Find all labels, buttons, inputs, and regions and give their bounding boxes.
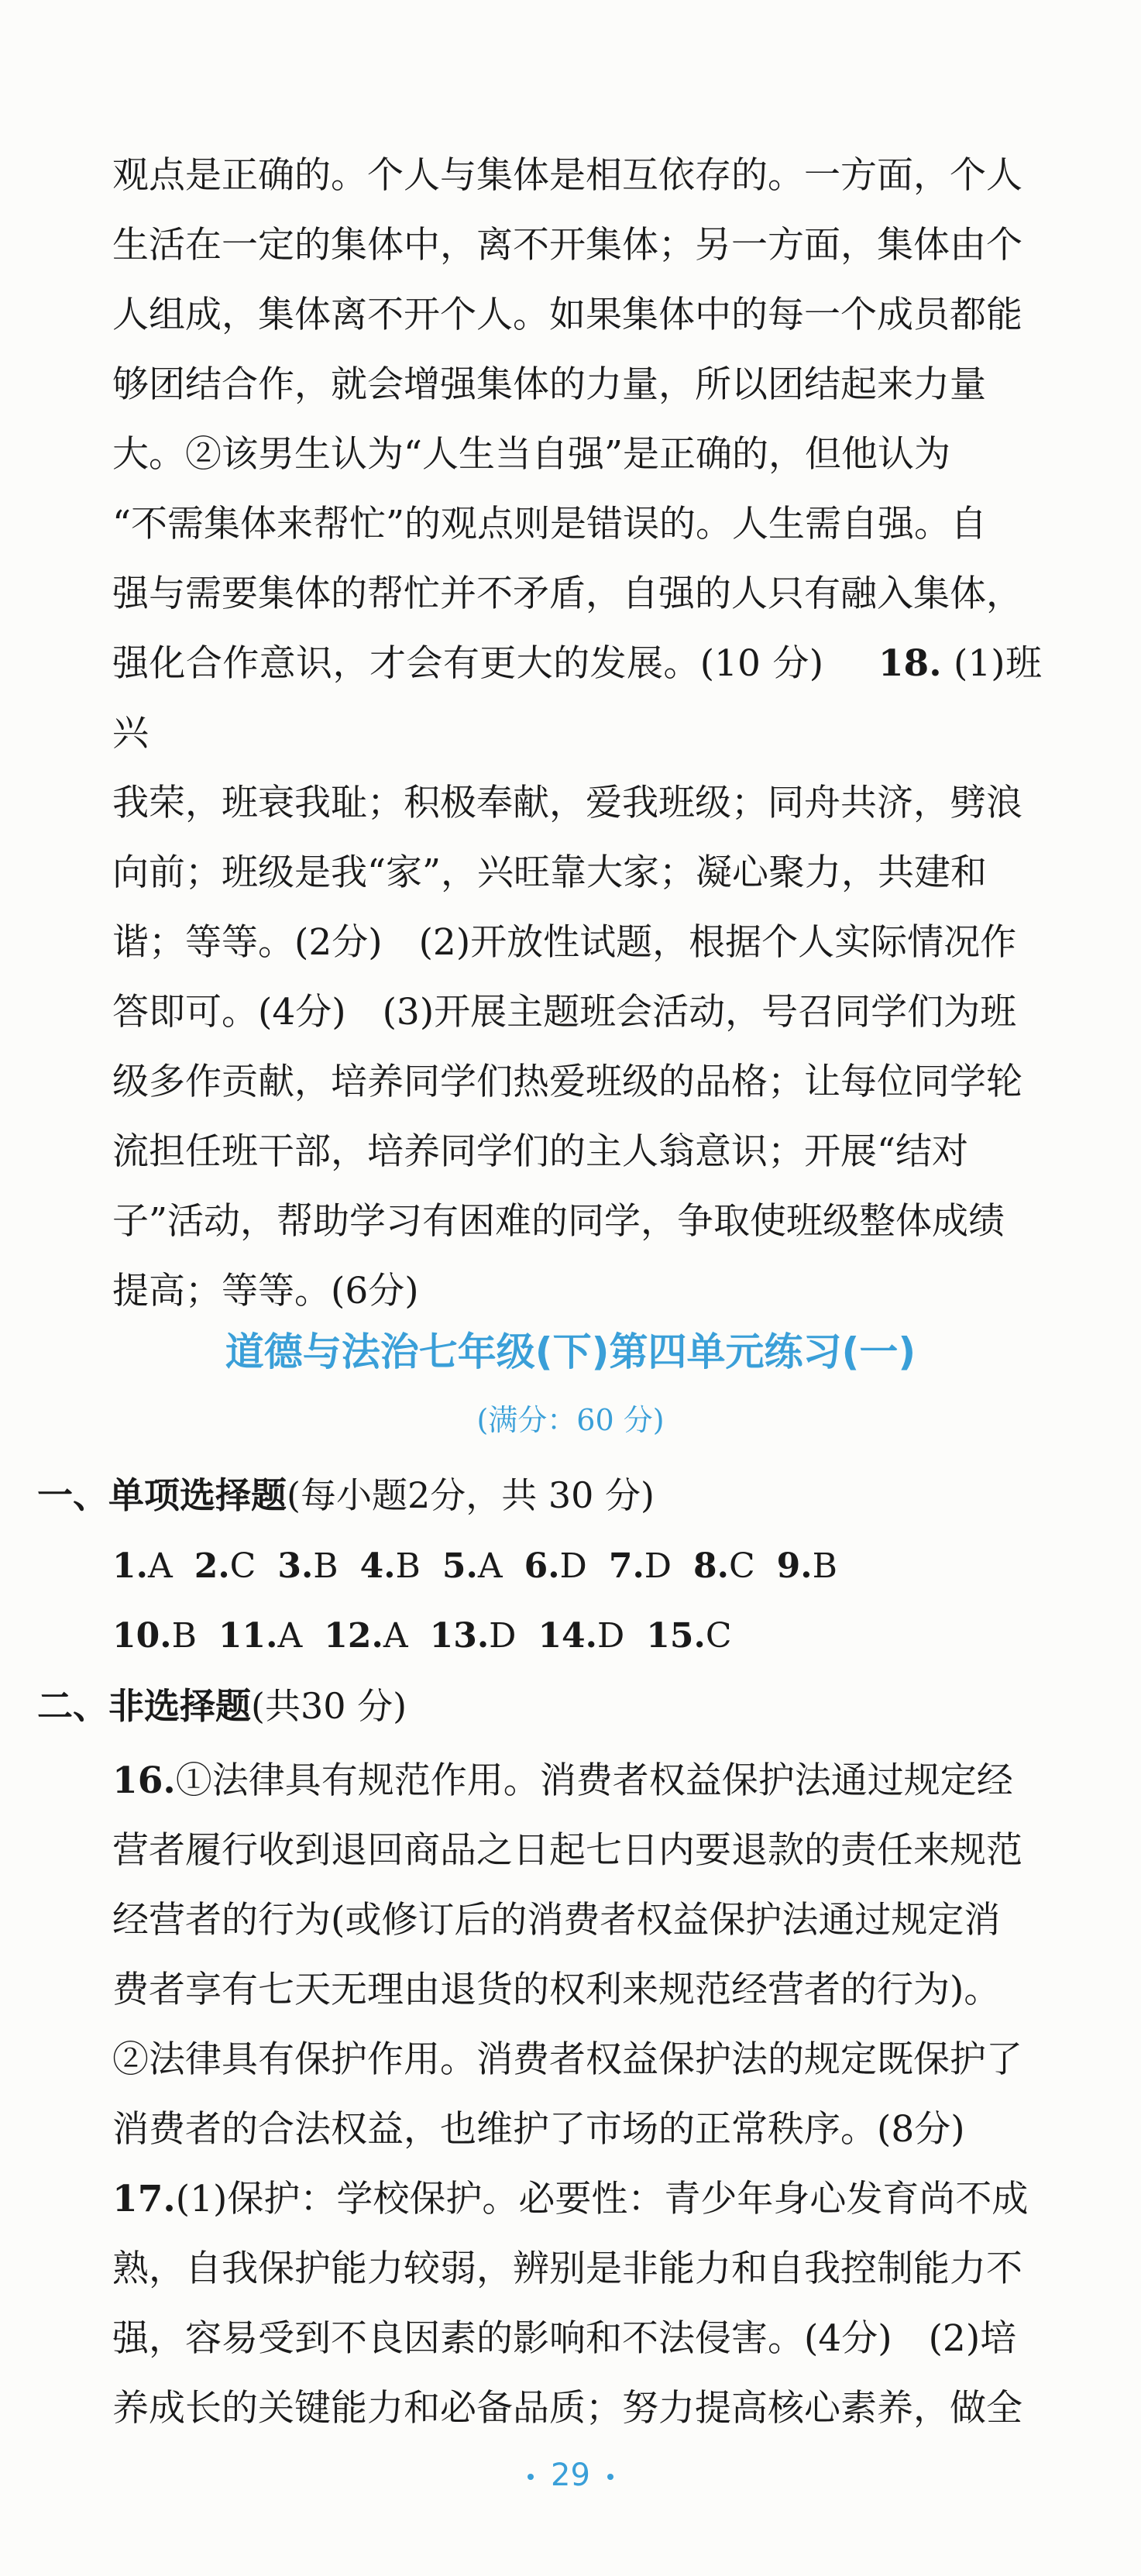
text-line: 养成长的关键能力和必备品质；努力提高核心素养，做全	[112, 2387, 1022, 2430]
answer-item	[194, 1543, 256, 1590]
text-line	[112, 2165, 1042, 2234]
answer-item	[524, 1543, 587, 1590]
answer-row	[112, 1543, 859, 1590]
text-line: 大。②该男生认为“人生当自强”是正确的，但他认为	[112, 433, 951, 476]
answer-number: 10.	[112, 1616, 172, 1656]
answer-number: 1.	[112, 1546, 148, 1586]
answer-letter: B	[395, 1546, 421, 1586]
text-segment: (1)保护：学校保护。必要性：青少年身心发育尚不成	[175, 2178, 1029, 2220]
text-segment: ①法律具有规范作用。消费者权益保护法通过规定经	[175, 1759, 1013, 1802]
answer-item	[430, 1613, 517, 1659]
text-line: “不需集体来帮忙”的观点则是错误的。人生需自强。自	[112, 503, 988, 545]
answer-number: 15.	[646, 1616, 706, 1656]
question-17	[112, 2165, 1042, 2444]
continuation-paragraph	[112, 141, 1042, 1326]
text-line: ②法律具有保护作用。消费者权益保护法的规定既保护了	[112, 2038, 1022, 2081]
answer-item	[218, 1613, 302, 1659]
question-16	[112, 1746, 1042, 2165]
text-line: 向前；班级是我“家”，兴旺靠大家；凝心聚力，共建和	[112, 851, 988, 894]
text-line: 级多作贡献，培养同学们热爱班级的品格；让每位同学轮	[112, 1061, 1022, 1103]
answer-letter: A	[147, 1546, 173, 1586]
question-number: 16.	[112, 1759, 176, 1802]
answer-number: 11.	[218, 1616, 278, 1656]
text-line: 人组成，集体离不开个人。如果集体中的每一个成员都能	[112, 294, 1022, 336]
section-heading-nonchoice	[37, 1683, 407, 1729]
text-line: 营者履行收到退回商品之日起七日内要退款的责任来规范	[112, 1829, 1022, 1872]
answer-number: 12.	[324, 1616, 383, 1656]
answer-letter: D	[489, 1616, 517, 1656]
bullet-dot	[607, 2474, 613, 2480]
answer-item	[112, 1543, 173, 1590]
answer-number: 8.	[693, 1546, 729, 1586]
bullet-dot	[528, 2474, 534, 2480]
answer-item	[277, 1543, 338, 1590]
text-line: 子”活动，帮助学习有困难的同学，争取使班级整体成绩	[112, 1200, 1005, 1243]
text-line: 消费者的合法权益，也维护了市场的正常秩序。(8分)	[112, 2108, 965, 2151]
answer-number: 14.	[538, 1616, 597, 1656]
answer-item	[360, 1543, 421, 1590]
section-note: (共30 分)	[251, 1685, 407, 1727]
text-line: 答即可。(4分) (3)开展主题班会活动，号召同学们为班	[112, 991, 1017, 1033]
answer-letter: B	[171, 1616, 197, 1656]
answer-letter: B	[313, 1546, 339, 1586]
text-line: 强，容易受到不良因素的影响和不法侵害。(4分) (2)培	[112, 2317, 1017, 2360]
full-score-note: (满分：60 分)	[476, 1403, 665, 1437]
section-heading-choice	[37, 1472, 655, 1518]
answer-number: 7.	[608, 1546, 644, 1586]
answer-number: 13.	[429, 1616, 490, 1656]
text-segment: (1)班兴	[112, 642, 1042, 755]
text-line: 观点是正确的。个人与集体是相互依存的。一方面，个人	[112, 154, 1022, 197]
answer-number: 4.	[359, 1546, 396, 1586]
text-line: 熟，自我保护能力较弱，辨别是非能力和自我控制能力不	[112, 2248, 1022, 2290]
question-number: 17.	[112, 2178, 176, 2220]
answer-number: 5.	[442, 1546, 478, 1586]
text-line: 流担任班干部，培养同学们的主人翁意识；开展“结对	[112, 1130, 969, 1173]
answer-row	[112, 1613, 754, 1659]
section-note: (每小题2分，共 30 分)	[287, 1474, 655, 1516]
answer-number: 2.	[194, 1546, 230, 1586]
text-line: 强与需要集体的帮忙并不矛盾，自强的人只有融入集体，	[112, 573, 1022, 615]
text-line: 提高；等等。(6分)	[112, 1270, 419, 1312]
answer-item	[112, 1613, 197, 1659]
answer-letter: B	[812, 1546, 837, 1586]
answer-letter: C	[229, 1546, 256, 1586]
text-line: 费者享有七天无理由退货的权利来规范经营者的行为)。	[112, 1969, 1001, 2011]
answer-number: 3.	[277, 1546, 314, 1586]
answer-letter: D	[559, 1546, 587, 1586]
answer-item	[609, 1543, 672, 1590]
answer-item	[693, 1543, 755, 1590]
answer-item	[442, 1543, 503, 1590]
text-line: 生活在一定的集体中，离不开集体；另一方面，集体由个	[112, 224, 1022, 267]
text-line: 谐；等等。(2分) (2)开放性试题，根据个人实际情况作	[112, 921, 1017, 964]
question-number: 18.	[878, 642, 942, 685]
section-heading: 一、单项选择题	[37, 1474, 287, 1516]
answer-letter: C	[705, 1616, 732, 1656]
answer-item	[538, 1613, 624, 1659]
answer-item	[777, 1543, 837, 1590]
text-line	[112, 1746, 1042, 1816]
answer-letter: A	[277, 1616, 303, 1656]
text-segment: 强化合作意识，才会有更大的发展。(10 分)	[112, 642, 824, 685]
answer-letter: D	[644, 1546, 672, 1586]
text-line: 我荣，班衰我耻；积极奉献，爱我班级；同舟共济，劈浪	[112, 782, 1022, 824]
answer-letter: D	[597, 1616, 625, 1656]
section-title: 道德与法治七年级(下)第四单元练习(一)	[225, 1329, 916, 1374]
answer-item	[646, 1613, 731, 1659]
page-number	[0, 2457, 1141, 2493]
answer-number: 9.	[776, 1546, 813, 1586]
section-heading: 二、非选择题	[37, 1685, 251, 1727]
answer-letter: A	[477, 1546, 503, 1586]
answer-item	[324, 1613, 407, 1659]
text-line	[112, 629, 1042, 769]
text-line: 经营者的行为(或修订后的消费者权益保护法通过规定消	[112, 1899, 1001, 1941]
answer-letter: A	[383, 1616, 408, 1656]
answer-letter: C	[728, 1546, 755, 1586]
answer-number: 6.	[524, 1546, 560, 1586]
text-line: 够团结合作，就会增强集体的力量，所以团结起来力量	[112, 363, 986, 406]
page-number-text: 29	[551, 2457, 590, 2493]
